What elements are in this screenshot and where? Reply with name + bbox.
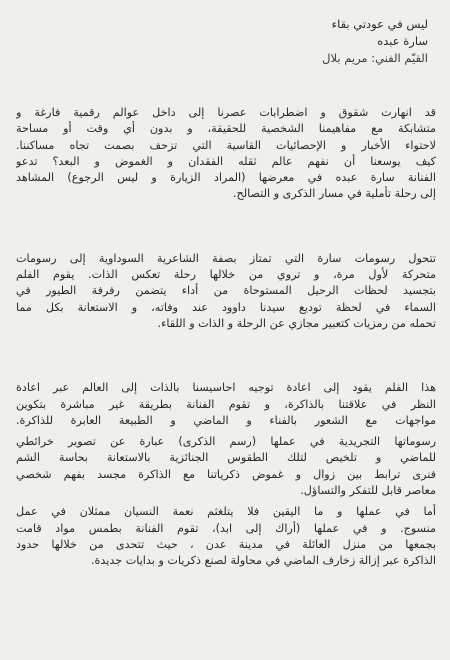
text-line: مواجهات مع الشعور بالفناء و الماضي و الطبيعة العابرة للذاكرة.	[16, 413, 436, 427]
text-line: السماء في لحظة توديع سيدنا داوود عند وفاته، و الاستعانة بكل مما	[16, 300, 436, 314]
animation-paragraph	[16, 251, 436, 332]
text-line: الفنانة سارة عبده في معرضها (المراد الزيارة و ليس الرجوع) المشاهد	[16, 171, 436, 185]
text-line: لاحتواء الأخبار و الإحصائيات القاسية التي تزحف بصمت تجاه مساكننا.	[16, 138, 436, 152]
text-line: هذا الفلم يقود إلى اعادة توجيه احاسيسنا بالذات إلى العالم عبر اعادة	[16, 381, 436, 395]
intro-paragraph	[16, 105, 436, 203]
text-line: بتجسيد لحظات الرحيل المستوحاة من أداء يتضمن رفرفة الطيور في	[16, 284, 436, 298]
text-line: أما في عملها و ما اليقين فلا يتلغثم نعمة النسيان ممثلان في عمل	[16, 505, 436, 519]
text-line: متشابكة مع مفاهيمنا الشخصية للحقيقة، و بدون أي وقت أو مساحة	[16, 122, 436, 136]
text-line: تتحول رسومات سارة التي تمتاز بصفة الشاعرية السوداوية إلى رسومات	[16, 251, 436, 265]
text-line: بجمعها من منزل العائلة في مدينة عدن ، حيث تتحدى من خلالها حدود	[16, 537, 436, 551]
curator-credit: القيّم الفني: مريم بلال	[322, 51, 428, 65]
text-line: رسوماتها التجريدية في عملها (رسم الذكرى) عبارة عن تصوير خرائطي	[16, 435, 436, 449]
memory-paragraph	[16, 380, 436, 569]
text-line: للماضي و تلخيص لتلك الطقوس الجنائزية بالاستعانة بحاسة الشم	[16, 451, 436, 465]
exhibition-title: ليس في عودتي بقاء	[331, 17, 428, 31]
exhibition-header	[16, 16, 436, 67]
text-line: منسوج. و في عملها (أراك إلى ابد)، تقوم الفنانة بطمس مواد قامت	[16, 521, 436, 535]
text-line: قد انهارت شقوق و اضطرابات عصرنا إلى داخل عوالم رقمية فارغة و	[16, 106, 436, 119]
text-line: إلى رحلة تأملية في مسار الذكرى و التصالح.	[232, 187, 436, 201]
artist-name: سارة عبده	[377, 34, 428, 48]
text-line: متحركة لأول مرة، و تروي من خلالها رحلة تعكس الذات. يقوم الفلم	[16, 268, 436, 282]
text-line: معاصر قابل للتفكر والتساؤل.	[300, 484, 436, 498]
text-line: فنرى ترابط بين زوال و غموض ذكرياتنا مع الذاكرة مجسد بفهم شخصي	[16, 467, 436, 481]
text-line: النظر في علاقتنا بالذاكرة، و تقوم الفنانة بطريقة غير مباشرة بتكوين	[16, 397, 436, 411]
text-line: الذاكرة عبر إزالة زخارف الماضي في محاولة لصنع ذكريات و بدايات جديدة.	[91, 554, 436, 568]
text-line: كيف يوسعنا أن نفهم عالم ثقله الفقدان و الغموض و البعد؟ تدعو	[16, 154, 436, 168]
text-line: تحمله من رمزيات كتعبير مجازي عن الرحلة و الذات و اللقاء.	[157, 316, 436, 330]
